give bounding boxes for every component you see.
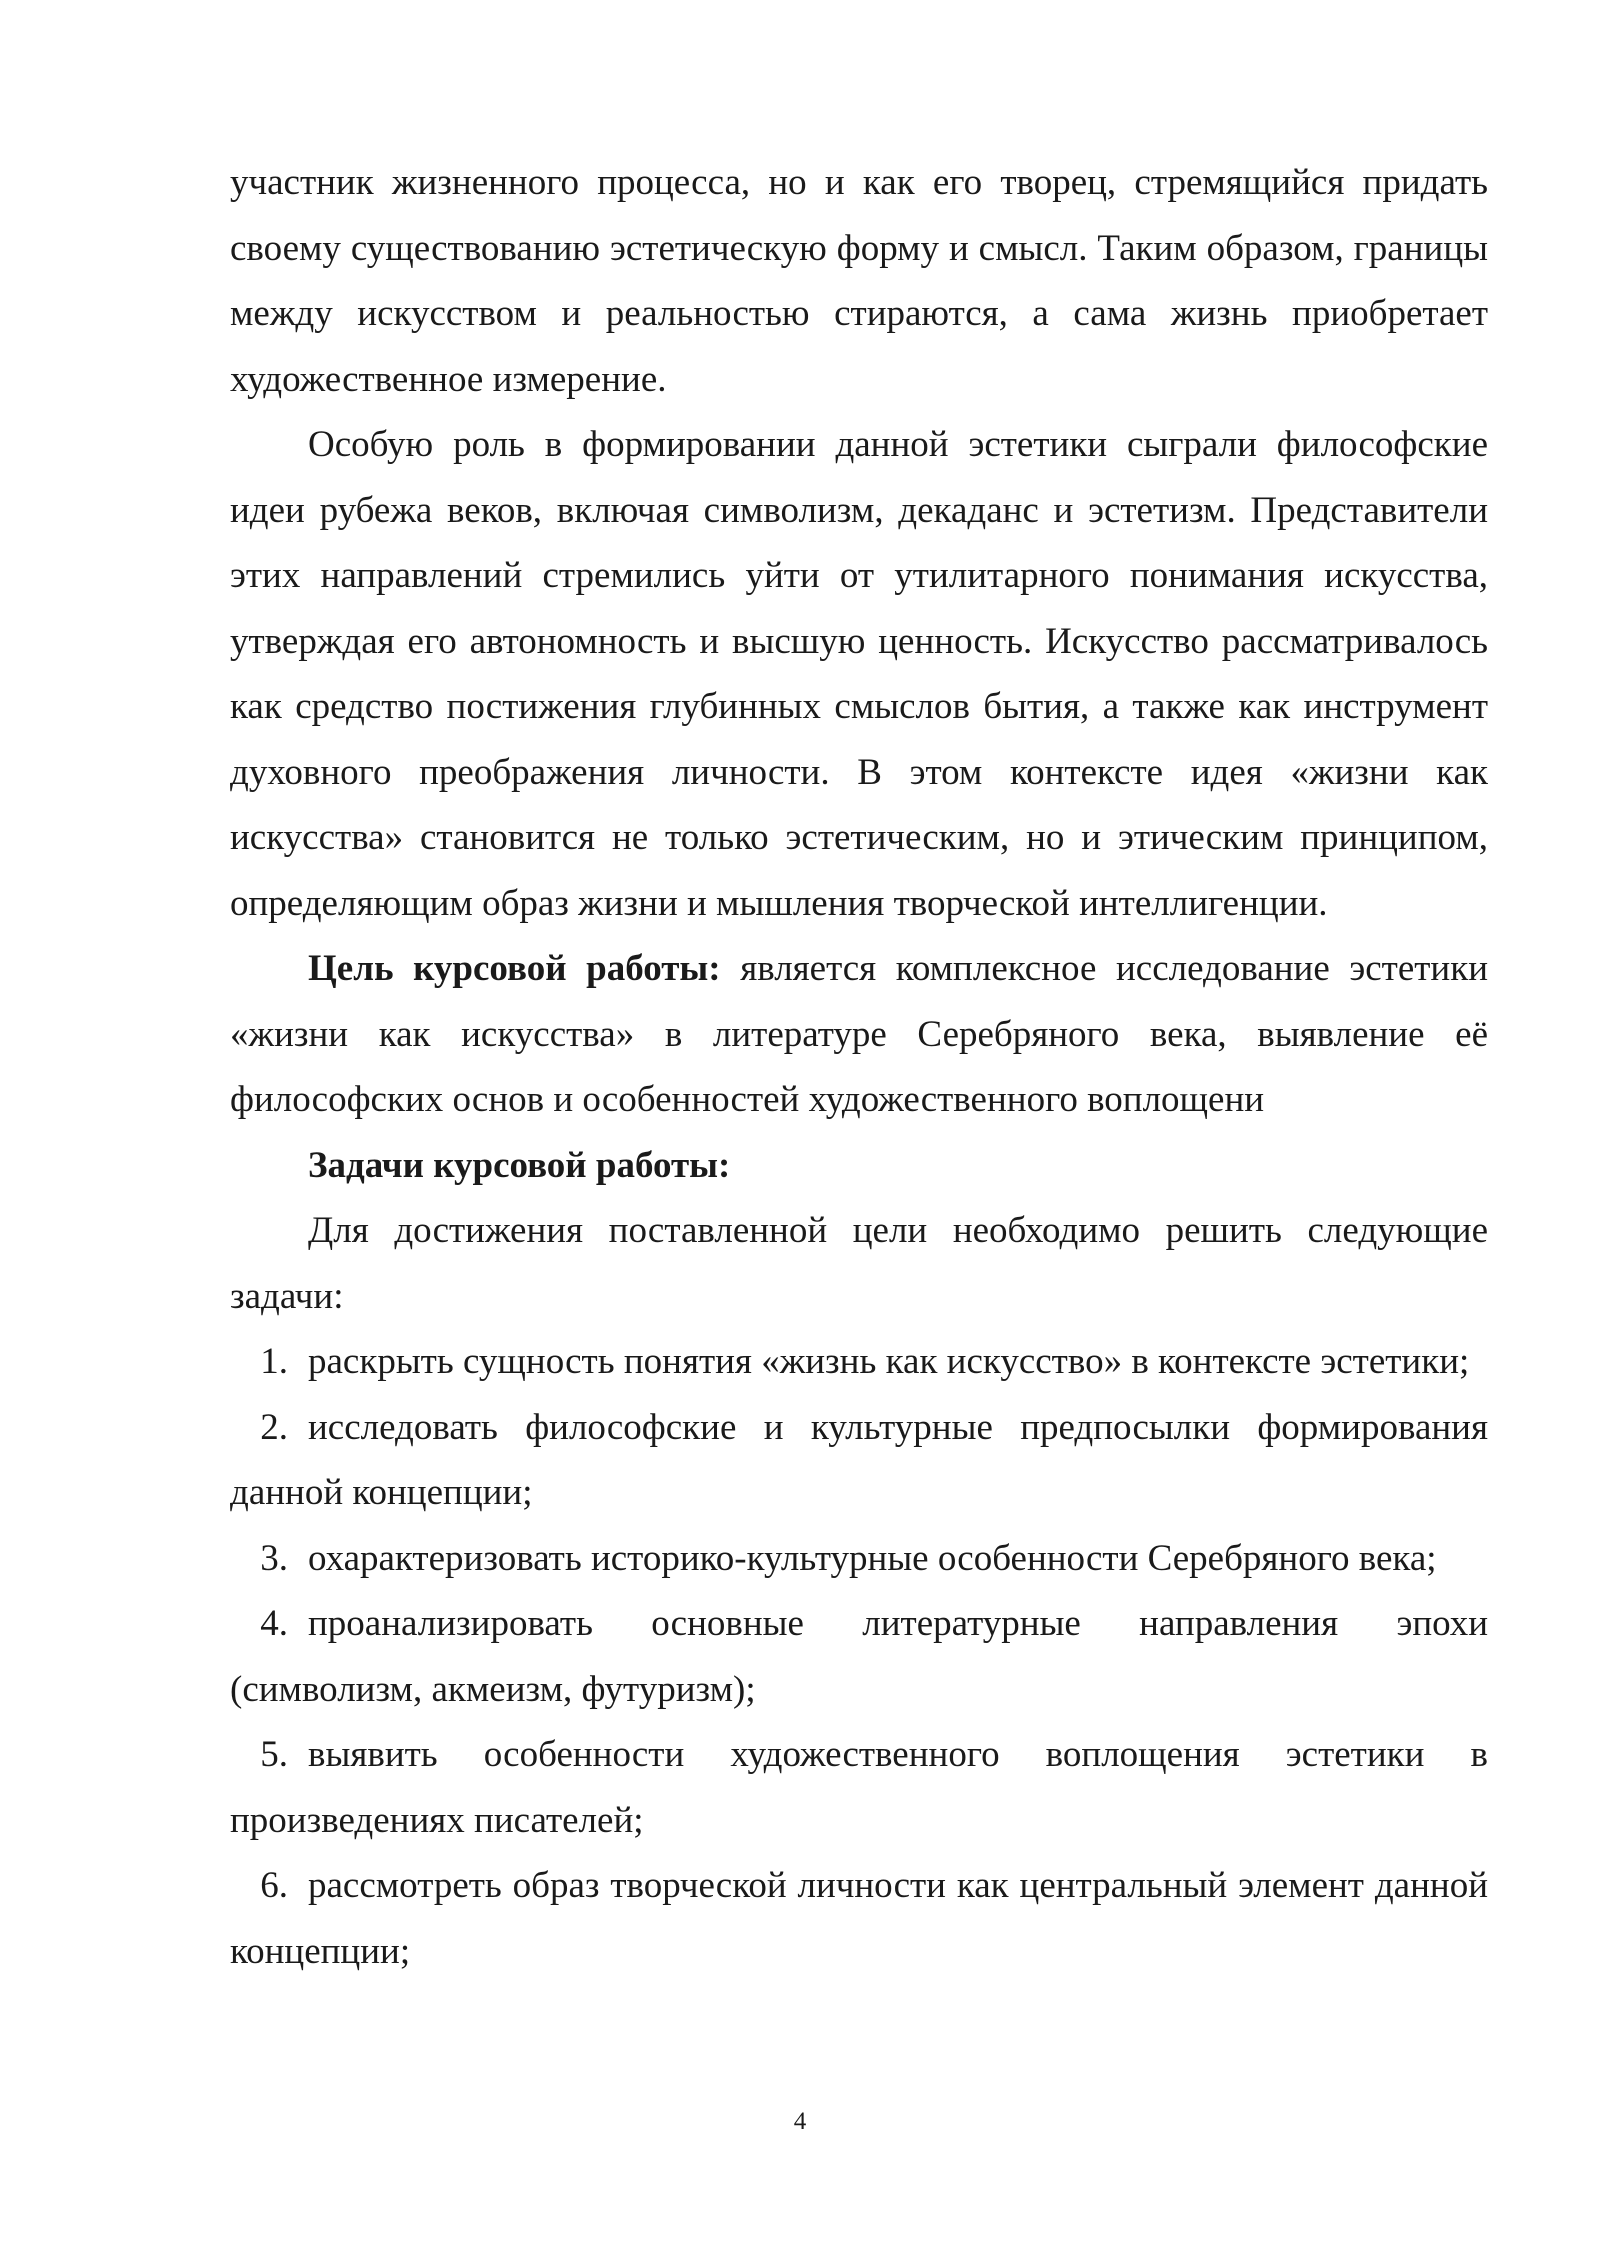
list-item (230, 1853, 1488, 1984)
paragraph-philosophy: Особую роль в формировании данной эстетики сыграли философские идеи рубежа веков, включая символизм, декаданс и эстетизм. Представители этих направлений стремились уйти от утилитарного понимания искусства, утверждая его автономность и высшую ценность. Искусство рассматривалось как средство постижения глубинных смыслов бытия, а также как инструмент духовного преображения личности. В этом контексте идея «жизни как искусства» становится не только эстетическим, но и этическим принципом, определяющим образ жизни и мышления творческой интеллигенции. (230, 424, 1488, 924)
list-item-number: 2. (260, 1406, 288, 1448)
list-item (230, 1526, 1488, 1592)
tasks-intro: Для достижения поставленной цели необходимо решить следующие задачи: (230, 1210, 1488, 1317)
page-number: 4 (793, 2108, 807, 2135)
paragraph-continuation: участник жизненного процесса, но и как его творец, стремящийся придать своему существованию эстетическую форму и смысл. Таким образом, границы между искусством и реальностью стираются, а сама жизнь приобретает художественное измерение. (230, 162, 1488, 400)
list-item-number: 1. (260, 1341, 288, 1382)
goal-text: является комплексное исследование эстетики «жизни как искусства» в литературе Серебряного века, выявление её философских основ и особенностей художественного воплощени (230, 948, 1488, 1120)
list-item-text: проанализировать основные литературные направления эпохи (символизм, акмеизм, футуризм); (230, 1603, 1488, 1710)
page-body (230, 150, 1488, 1984)
tasks-heading: Задачи курсовой работы: (308, 1144, 731, 1186)
list-item-number: 5. (260, 1734, 288, 1775)
list-item (230, 1591, 1488, 1722)
list-item-number: 3. (260, 1537, 288, 1579)
list-item (230, 1395, 1488, 1526)
list-item-text: раскрыть сущность понятия «жизнь как искусство» в контексте эстетики; (308, 1341, 1470, 1382)
list-item-number: 4. (260, 1603, 288, 1644)
goal-label: Цель курсовой работы: (308, 948, 721, 989)
list-item-text: рассмотреть образ творческой личности как центральный элемент данной концепции; (230, 1865, 1488, 1972)
list-item-text: выявить особенности художественного воплощения эстетики в произведениях писателей; (230, 1734, 1488, 1841)
list-item-text: охарактеризовать историко-культурные особенности Серебряного века; (308, 1537, 1437, 1579)
list-item-number: 6. (260, 1865, 288, 1906)
list-item (230, 1722, 1488, 1853)
list-item-text: исследовать философские и культурные предпосылки формирования данной концепции; (230, 1406, 1488, 1513)
goal-paragraph (230, 936, 1488, 1133)
list-item (230, 1329, 1488, 1395)
